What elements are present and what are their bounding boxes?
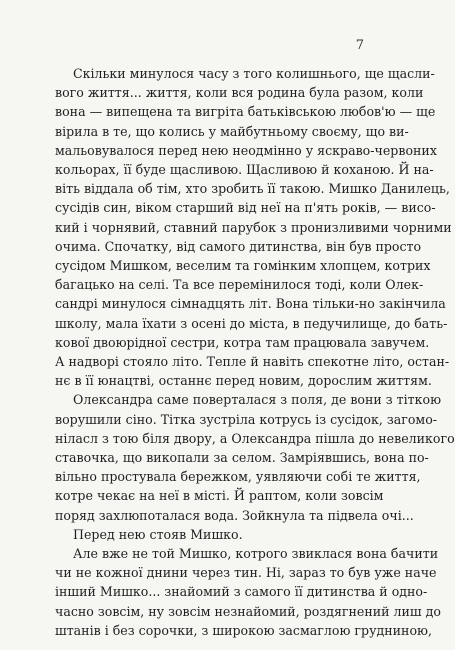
text-line: ставочка, що викопали за селом. Замріявшись, вона по- bbox=[55, 450, 429, 466]
text-line: віть віддала об тім, хто зробить її такою. Мишко Данилець, bbox=[55, 181, 450, 197]
text-line: поряд захлюпоталася вода. Зойкнула та підвела очі... bbox=[55, 507, 414, 523]
text-line: вільно простувала бережком, уявляючи собі те життя, bbox=[55, 469, 421, 485]
text-line: вона — випещена та вигріта батьківською любов'ю — ще bbox=[55, 104, 436, 120]
text-line: Перед нею стояв Мишко. bbox=[73, 526, 243, 542]
text-line: котре чекає на неї в місті. Й раптом, коли зовсім bbox=[55, 488, 384, 504]
text-line: інший Мишко... знайомий з самого її дитинства й одно- bbox=[55, 584, 428, 600]
text-line: багацько на селі. Та все перемінилося тоді, коли Олек- bbox=[55, 277, 424, 293]
text-line: сусідом Мишком, веселим та гомінким хлопцем, котрих bbox=[55, 258, 431, 274]
text-line: вого життя... життя, коли вся родина була разом, коли bbox=[55, 85, 424, 101]
text-line: чи не кожної днини через тин. Ні, зараз то був уже наче bbox=[55, 565, 437, 581]
text-line: мальовувалося перед нею неодмінно у яскраво-червоних bbox=[55, 142, 437, 158]
text-line: очима. Спочатку, від самого дитинства, він був просто bbox=[55, 238, 422, 254]
text-line: штанів і без сорочки, з широкою засмаглою грудниною, bbox=[55, 622, 432, 638]
text-line: ворушили сіно. Тітка зустріла котрусь із сусідок, загомо- bbox=[55, 411, 438, 427]
body-text bbox=[55, 64, 455, 640]
text-line: кий і чорнявий, ставний парубок з пронизливими чорними bbox=[55, 219, 452, 235]
text-line: сандрі минулося сімнадцять літ. Вона тільки-но закінчила bbox=[55, 296, 446, 312]
text-line: вірила в те, що колись у майбутньому своєму, що ви- bbox=[55, 123, 409, 139]
text-line: Але вже не той Мишко, котрого звиклася вона бачити bbox=[73, 546, 439, 562]
text-line: часно зовсім, ну зовсім незнайомий, роздягнений лиш до bbox=[55, 603, 441, 619]
text-line: Олександра саме поверталася з поля, де вони з тіткою bbox=[73, 392, 442, 408]
text-line: сусідів син, віком старший від неї на п'ять років, — висо- bbox=[55, 200, 436, 216]
text-line: Скільки минулося часу з того колишнього, ще щасли- bbox=[73, 66, 435, 81]
text-line: кової двоюрідної сестри, котра там працювала завучем. bbox=[55, 334, 430, 350]
text-line: нє в її юнацтві, останнє перед новим, дорослим життям. bbox=[55, 373, 432, 389]
text-line: А надворі стояло літо. Тепле й навіть спекотне літо, остан- bbox=[55, 354, 450, 370]
text-line: кольорах, її буде щасливою. Щасливою й коханою. Й на- bbox=[55, 162, 434, 178]
text-line: школу, мала їхати з осені до міста, в педучилище, до бать- bbox=[55, 315, 448, 331]
text-line: ніласл з тою біля двору, а Олександра пішла до невеликого bbox=[55, 430, 455, 446]
page-number: 7 bbox=[355, 38, 364, 53]
